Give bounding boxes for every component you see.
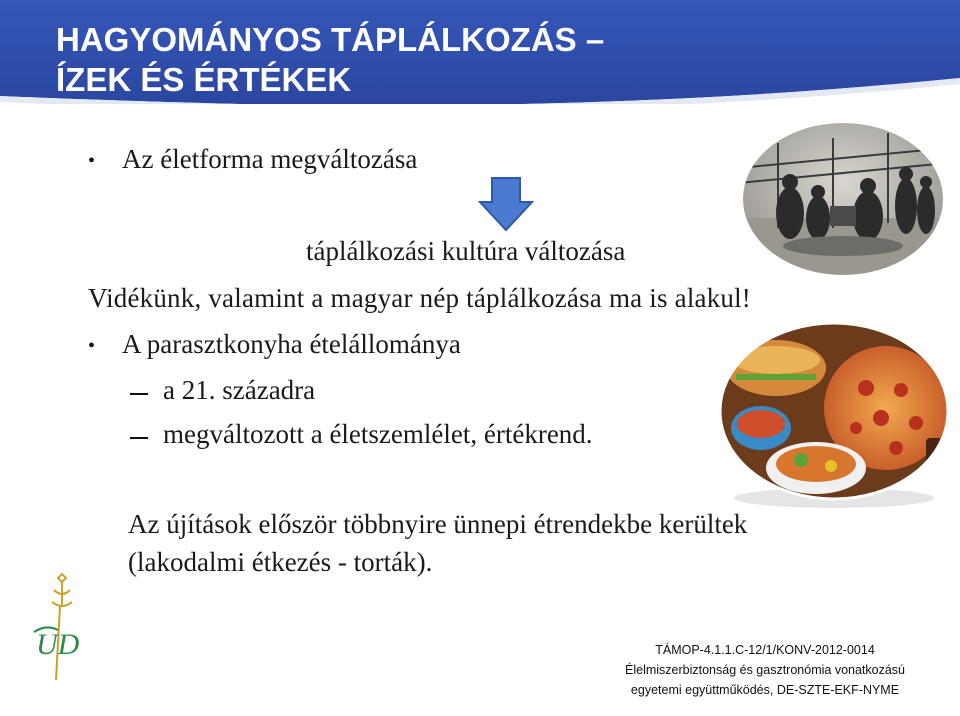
university-logo [22,572,82,692]
sub-bullet-century: a 21. századra [163,375,316,405]
dash-marker [130,393,148,395]
bullet-marker: • [88,335,96,357]
historical-people-photo [738,118,948,280]
title-banner [0,0,960,104]
title-line-1: HAGYOMÁNYOS TÁPLÁLKOZÁS – [56,21,605,58]
village-statement: Vidékünk, valamint a magyar nép táplálkozása ma is alakul! [88,283,752,313]
sub-bullet-values: megváltozott a életszemlélet, értékrend. [163,419,593,449]
note-line-2: (lakodalmi étkezés - torták). [128,547,433,577]
logo-letters: UD [36,628,80,661]
dash-marker [130,437,148,439]
down-arrow-icon [478,176,534,232]
bullet-marker: • [88,150,96,172]
title-line-2: ÍZEK ÉS ÉRTÉKEK [56,61,352,98]
footer-project-title: Élelmiszerbiztonság és gasztronómia vonatkozású [625,663,905,677]
arrow-caption: táplálkozási kultúra változása [306,236,626,266]
page-title [56,20,604,100]
food-collage-photo [716,318,952,508]
footer-partners: egyetemi együttműködés, DE-SZTE-EKF-NYME [630,683,900,697]
bullet-life-change: Az életforma megváltozása [122,144,418,174]
bullet-peasant-kitchen: A parasztkonyha ételállománya [122,329,461,359]
note-line-1: Az újítások először többnyire ünnepi étrendekbe kerültek [128,509,748,539]
footer-project-code: TÁMOP-4.1.1.C-12/1/KONV-2012-0014 [655,643,875,657]
project-footer [600,640,930,700]
